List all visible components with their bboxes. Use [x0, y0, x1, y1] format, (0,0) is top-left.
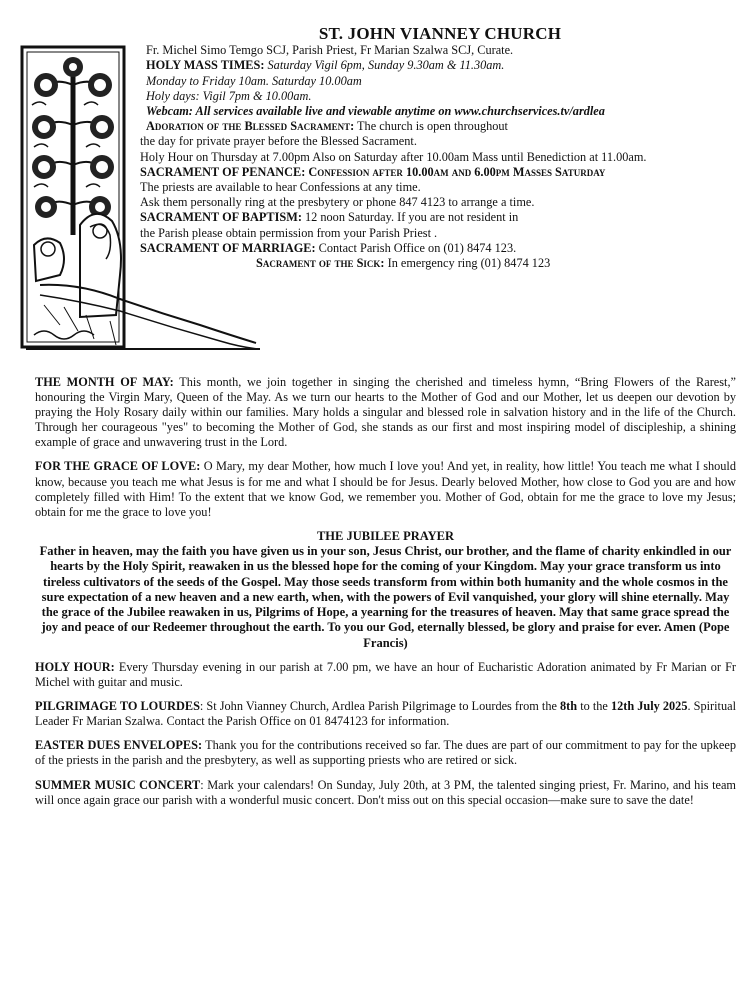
clergy-line: Fr. Michel Simo Temgo SCJ, Parish Priest, Fr Marian Szalwa SCJ, Curate.: [146, 43, 514, 58]
article-text: : St John Vianney Church, Ardlea Parish Pilgrimage to Lourdes from the: [199, 699, 561, 714]
article-text: Every Thursday evening in our parish at 7.00 pm, we have an hour of Eucharistic Adoration animated by Fr Marian or Fr Michel with guitar and music.: [35, 660, 737, 690]
article-heading: SUMMER MUSIC CONCERT: [35, 777, 201, 792]
mass-times-label: HOLY MASS TIMES:: [146, 58, 265, 73]
article-heading: PILGRIMAGE TO LOURDES: [35, 699, 200, 714]
adoration-label: Adoration of the Blessed Sacrament:: [146, 119, 355, 134]
lourdes-end-date: 12th July 2025: [610, 699, 688, 714]
article-grace-of-love: [35, 459, 736, 519]
article-easter-dues: [35, 738, 736, 768]
article-heading: FOR THE GRACE OF LOVE:: [35, 459, 201, 474]
baptism-text-2: the Parish please obtain permission from your Parish Priest .: [140, 225, 438, 240]
article-heading: HOLY HOUR:: [35, 660, 115, 675]
article-lourdes: [35, 699, 736, 729]
article-text: : Mark your calendars! On Sunday, July 20th, at 3 PM, the talented singing priest, Fr. Marino, and his team will once again grace our parish with a wonderful music concert. Don't miss out on this special occasion—make sure to save the date!: [35, 777, 736, 807]
sick-line: [140, 256, 740, 271]
adoration-text-2: the day for private prayer before the Blessed Sacrament.: [140, 134, 417, 149]
penance-text-2: Ask them personally ring at the presbytery or phone 847 4123 to arrange a time.: [140, 195, 535, 210]
sick-text: In emergency ring (01) 8474 123: [387, 256, 551, 271]
article-text: This month, we join together in singing the cherished and timeless hymn, “Bring Flowers of the Rarest,” honouring the Virgin Mary, Queen of the May. As we turn our hearts to the Mother of God and our Mother, let us deepen our devotion by praying the Holy Rosary daily within our families. Mary holds a singular and blessed role in salvation history and in the life of the Church. Through her courageous "yes" to becoming the Mother of God, she stands as our first and most inspiring model of discipleship, a shining example of grace and unwavering trust in the Lord.: [35, 375, 736, 450]
penance-detail: Confession after 10.00am and 6.00pm Masses Saturday: [308, 164, 606, 179]
article-month-of-may: [35, 375, 736, 450]
webcam-line: Webcam: All services available live and viewable anytime on www.churchservices.tv/ardlea: [146, 104, 605, 119]
article-text: Thank you for the contributions received so far. The dues are part of our commitment to pay for the upkeep of the priests in the parish and the presbytery, as well as supporting priests who are retired or sick.: [35, 738, 736, 768]
mass-times-holydays: Holy days: Vigil 7pm & 10.00am.: [146, 88, 312, 103]
holy-hour-schedule: Holy Hour on Thursday at 7.00pm Also on Saturday after 10.00am Mass until Benediction at 11.00am.: [140, 149, 647, 164]
mass-times-weekday: Monday to Friday 10am. Saturday 10.00am: [146, 73, 362, 88]
article-text: O Mary, my dear Mother, how much I love you! And yet, in reality, how little! You teach me what I should know, because you teach me what Jesus is for me and what I should be for Jesus. Dearly beloved Mother, how close to God you are and how completely filled with Him! To the extent that we know God, we remember you. Mother of God, obtain for me the grace to love my Jesus; obtain for me the grace to love you!: [35, 459, 737, 519]
penance-line: [140, 165, 740, 180]
baptism-line: [140, 210, 740, 225]
article-heading: THE MONTH OF MAY:: [35, 375, 174, 389]
jubilee-prayer-title: THE JUBILEE PRAYER: [316, 528, 455, 543]
article-summer-concert: [35, 778, 736, 808]
baptism-text-1: 12 noon Saturday. If you are not resident in: [305, 210, 519, 225]
sick-label: Sacrament of the Sick:: [256, 256, 385, 271]
marriage-text: Contact Parish Office on (01) 8474 123.: [318, 240, 517, 255]
baptism-label: SACRAMENT OF BAPTISM:: [140, 210, 302, 225]
article-heading: EASTER DUES ENVELOPES:: [35, 738, 203, 753]
church-info-header: [140, 26, 740, 271]
article-text: to the: [577, 699, 611, 714]
marriage-label: SACRAMENT OF MARRIAGE:: [140, 240, 316, 255]
adoration-line: [140, 119, 740, 134]
jubilee-prayer-text: Father in heaven, may the faith you have given us in your son, Jesus Christ, our brother, and the flame of charity enkindled in our hearts by the Holy Spirit, reawaken in us the blessed hope for the coming of your Kingdom. May your grace transform us into tireless cultivators of the seeds of the Gospel. May those seeds transform from within both humanity and the whole cosmos in the sure expectation of a new heaven and a new earth, when, with the powers of Evil vanquished, your glory will shine eternally. May the grace of the Jubilee reawaken in us, Pilgrims of Hope, a yearning for the treasures of heaven. May that same grace spread the joy and peace of our Redeemer throughout the earth. To you our God, eternally blessed, be glory and praise for ever. Amen (Pope Francis): [39, 543, 732, 650]
mass-times-line: [140, 58, 740, 73]
articles-section: [35, 375, 736, 817]
marriage-line: [140, 241, 740, 256]
article-text: . Spiritual Leader Fr Marian Szalwa. Contact the Parish Office on 01 8474123 for information.: [35, 699, 736, 729]
mass-times-weekend: Saturday Vigil 6pm, Sunday 9.30am & 11.30am.: [267, 58, 505, 73]
penance-label: SACRAMENT OF PENANCE:: [140, 164, 306, 179]
lourdes-start-date: 8th: [560, 699, 578, 714]
adoration-text-1: The church is open throughout: [357, 119, 508, 134]
article-holy-hour: [35, 660, 736, 690]
penance-text-1: The priests are available to hear Confessions at any time.: [140, 180, 421, 195]
page-title: ST. JOHN VIANNEY CHURCH: [318, 24, 562, 43]
